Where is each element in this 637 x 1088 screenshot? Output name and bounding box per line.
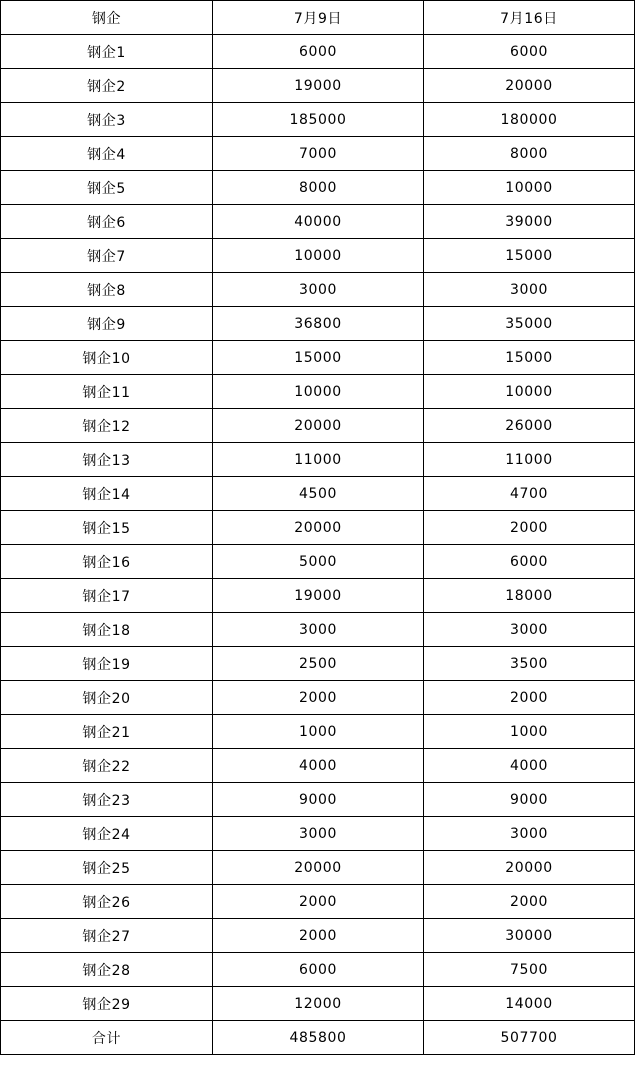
table-row (1, 715, 635, 749)
table-row (1, 35, 635, 69)
table-row (1, 69, 635, 103)
enterprise-cell: 钢企22 (1, 749, 213, 783)
table-row (1, 681, 635, 715)
jul16-value-cell: 10000 (424, 171, 635, 205)
enterprise-cell: 钢企3 (1, 103, 213, 137)
enterprise-cell: 钢企19 (1, 647, 213, 681)
enterprise-cell: 钢企2 (1, 69, 213, 103)
jul9-value-cell: 20000 (213, 511, 424, 545)
jul9-value-cell: 20000 (213, 851, 424, 885)
table-row (1, 613, 635, 647)
jul9-value-cell: 7000 (213, 137, 424, 171)
table-row (1, 647, 635, 681)
table-row (1, 851, 635, 885)
jul9-value-cell: 19000 (213, 69, 424, 103)
enterprise-cell: 钢企27 (1, 919, 213, 953)
jul16-value-cell: 30000 (424, 919, 635, 953)
enterprise-cell: 钢企8 (1, 273, 213, 307)
jul9-value-cell: 1000 (213, 715, 424, 749)
jul9-value-cell: 20000 (213, 409, 424, 443)
jul9-value-cell: 36800 (213, 307, 424, 341)
jul16-value-cell: 8000 (424, 137, 635, 171)
jul16-value-cell: 26000 (424, 409, 635, 443)
jul16-value-cell: 11000 (424, 443, 635, 477)
enterprise-cell: 合计 (1, 1021, 213, 1055)
jul16-value-cell: 10000 (424, 375, 635, 409)
jul9-value-cell: 40000 (213, 205, 424, 239)
enterprise-cell: 钢企5 (1, 171, 213, 205)
jul16-value-cell: 3000 (424, 273, 635, 307)
table-row (1, 171, 635, 205)
jul16-value-cell: 180000 (424, 103, 635, 137)
jul16-value-cell: 507700 (424, 1021, 635, 1055)
jul9-value-cell: 10000 (213, 239, 424, 273)
jul9-value-cell: 6000 (213, 35, 424, 69)
jul9-value-cell: 9000 (213, 783, 424, 817)
jul16-value-cell: 1000 (424, 715, 635, 749)
table-row (1, 205, 635, 239)
jul9-value-cell: 4500 (213, 477, 424, 511)
jul16-value-cell: 20000 (424, 851, 635, 885)
table-row (1, 919, 635, 953)
jul9-value-cell: 2000 (213, 885, 424, 919)
header-date-jul9: 7月9日 (213, 1, 424, 35)
jul9-value-cell: 19000 (213, 579, 424, 613)
jul9-value-cell: 485800 (213, 1021, 424, 1055)
jul16-value-cell: 2000 (424, 885, 635, 919)
table-header (1, 1, 635, 35)
table-row (1, 783, 635, 817)
jul16-value-cell: 9000 (424, 783, 635, 817)
table-row (1, 579, 635, 613)
table-row (1, 375, 635, 409)
jul9-value-cell: 3000 (213, 273, 424, 307)
enterprise-cell: 钢企18 (1, 613, 213, 647)
table-row (1, 987, 635, 1021)
enterprise-cell: 钢企13 (1, 443, 213, 477)
enterprise-cell: 钢企11 (1, 375, 213, 409)
table-row (1, 885, 635, 919)
jul16-value-cell: 2000 (424, 511, 635, 545)
enterprise-cell: 钢企21 (1, 715, 213, 749)
jul16-value-cell: 3000 (424, 613, 635, 647)
header-date-jul16: 7月16日 (424, 1, 635, 35)
jul9-value-cell: 11000 (213, 443, 424, 477)
table-row (1, 307, 635, 341)
jul9-value-cell: 2000 (213, 681, 424, 715)
jul16-value-cell: 3000 (424, 817, 635, 851)
header-row (1, 1, 635, 35)
jul9-value-cell: 185000 (213, 103, 424, 137)
jul9-value-cell: 10000 (213, 375, 424, 409)
jul16-value-cell: 15000 (424, 239, 635, 273)
table-row (1, 273, 635, 307)
enterprise-cell: 钢企1 (1, 35, 213, 69)
table-row (1, 817, 635, 851)
jul9-value-cell: 3000 (213, 817, 424, 851)
enterprise-cell: 钢企17 (1, 579, 213, 613)
table-row (1, 137, 635, 171)
header-enterprise: 钢企 (1, 1, 213, 35)
jul16-value-cell: 2000 (424, 681, 635, 715)
enterprise-cell: 钢企29 (1, 987, 213, 1021)
table-row (1, 477, 635, 511)
jul16-value-cell: 35000 (424, 307, 635, 341)
jul9-value-cell: 2500 (213, 647, 424, 681)
jul9-value-cell: 8000 (213, 171, 424, 205)
jul9-value-cell: 2000 (213, 919, 424, 953)
jul16-value-cell: 39000 (424, 205, 635, 239)
jul16-value-cell: 18000 (424, 579, 635, 613)
jul16-value-cell: 15000 (424, 341, 635, 375)
jul16-value-cell: 4700 (424, 477, 635, 511)
jul9-value-cell: 4000 (213, 749, 424, 783)
total-row (1, 1021, 635, 1055)
table-body (1, 35, 635, 1055)
table-row (1, 749, 635, 783)
table-row (1, 545, 635, 579)
jul9-value-cell: 3000 (213, 613, 424, 647)
jul16-value-cell: 6000 (424, 35, 635, 69)
table-row (1, 511, 635, 545)
jul16-value-cell: 20000 (424, 69, 635, 103)
enterprise-cell: 钢企7 (1, 239, 213, 273)
table-row (1, 341, 635, 375)
enterprise-cell: 钢企24 (1, 817, 213, 851)
enterprise-cell: 钢企4 (1, 137, 213, 171)
jul9-value-cell: 6000 (213, 953, 424, 987)
enterprise-cell: 钢企10 (1, 341, 213, 375)
table-row (1, 239, 635, 273)
jul16-value-cell: 6000 (424, 545, 635, 579)
jul16-value-cell: 14000 (424, 987, 635, 1021)
table-row (1, 409, 635, 443)
enterprise-cell: 钢企25 (1, 851, 213, 885)
jul9-value-cell: 5000 (213, 545, 424, 579)
enterprise-cell: 钢企14 (1, 477, 213, 511)
enterprise-cell: 钢企9 (1, 307, 213, 341)
enterprise-cell: 钢企16 (1, 545, 213, 579)
table-row (1, 443, 635, 477)
jul9-value-cell: 15000 (213, 341, 424, 375)
table-row (1, 103, 635, 137)
enterprise-cell: 钢企12 (1, 409, 213, 443)
enterprise-cell: 钢企15 (1, 511, 213, 545)
enterprise-cell: 钢企6 (1, 205, 213, 239)
enterprise-cell: 钢企23 (1, 783, 213, 817)
jul16-value-cell: 7500 (424, 953, 635, 987)
enterprise-cell: 钢企20 (1, 681, 213, 715)
table-row (1, 953, 635, 987)
enterprise-cell: 钢企26 (1, 885, 213, 919)
jul16-value-cell: 3500 (424, 647, 635, 681)
enterprise-cell: 钢企28 (1, 953, 213, 987)
jul16-value-cell: 4000 (424, 749, 635, 783)
jul9-value-cell: 12000 (213, 987, 424, 1021)
